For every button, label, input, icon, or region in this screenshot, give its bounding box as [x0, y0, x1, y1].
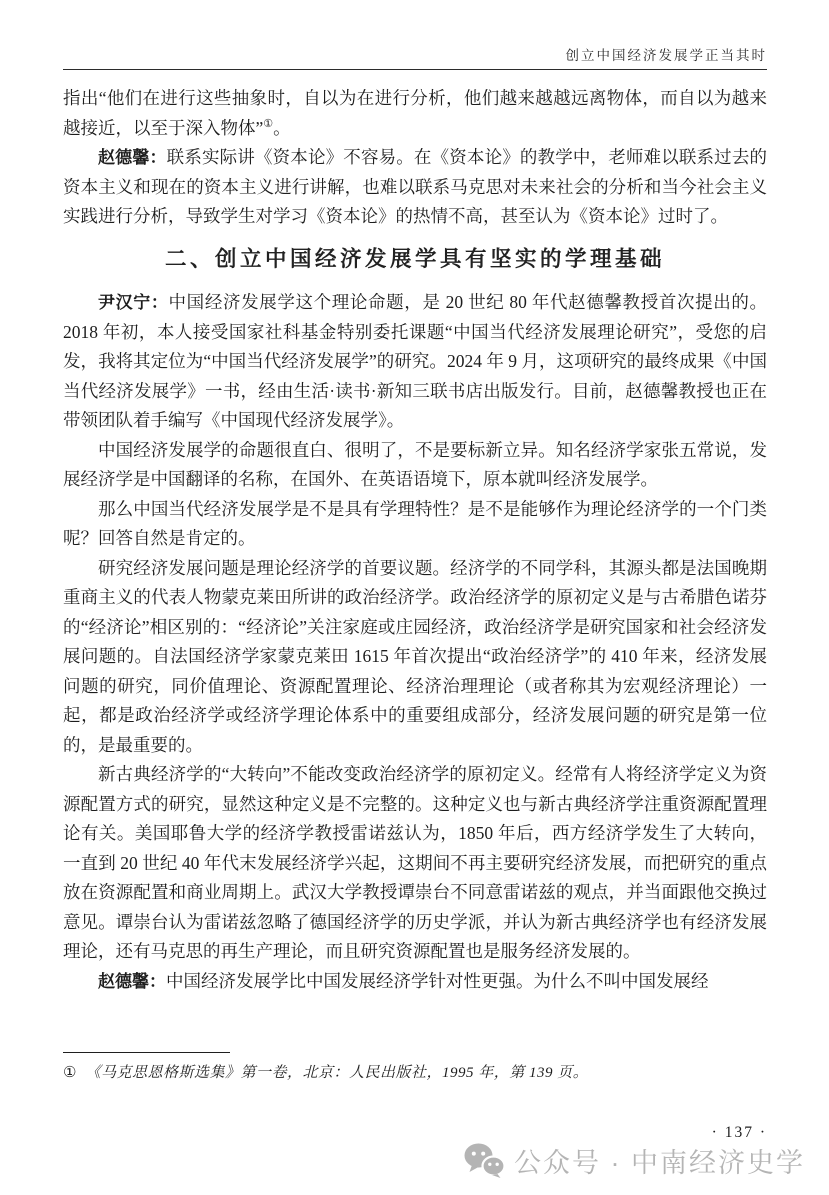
paragraph: 那么中国当代经济发展学是不是具有学理特性？是不是能够作为理论经济学的一个门类呢？回答自然是肯定的。: [63, 498, 767, 548]
footnote-text: 《马克思恩格斯选集》第一卷，北京：人民出版社，1995 年，第 139 页。: [85, 1065, 589, 1081]
paragraph-text: 指出“他们在进行这些抽象时，自以为在进行分析，他们越来越越远离物体，而自以为越来越接近，以至于深入物体”: [63, 88, 767, 138]
footnote-block: [63, 1052, 767, 1085]
paragraph-text: 中国经济发展学比中国发展经济学针对性更强。为什么不叫中国发展经: [166, 970, 709, 991]
paragraph: [63, 143, 767, 232]
footnote-marker: ①: [63, 1065, 77, 1081]
wechat-icon: [464, 1143, 505, 1178]
paragraph-text: 中国经济发展学这个理论命题，是 20 世纪 80 年代赵德馨教授首次提出的。2018 年初，本人接受国家社科基金特别委托课题“中国当代经济发展理论研究”，受您的启发，我将其定位为“中国当代经济发展学”的研究。2024 年 9 月，这项研究的最终成果《中国当代经济发展学》一书，经由生活·读书·新知三联书店出版发行。目前，赵德馨教授也正在带领团队着手编写《中国现代经济发展学》。: [63, 292, 767, 430]
page-number: · 137 ·: [711, 1124, 767, 1141]
article-body: [63, 84, 767, 996]
watermark-label: 公众号 · 中南经济史学: [514, 1148, 805, 1178]
running-title: 创立中国经济发展学正当其时: [565, 48, 767, 63]
paragraph: 中国经济发展学的命题很直白、很明了，不是要标新立异。知名经济学家张五常说，发展经济学是中国翻译的名称，在国外、在英语语境下，原本就叫经济发展学。: [63, 439, 767, 489]
watermark: [464, 1141, 805, 1180]
speaker-name: 尹汉宁：: [98, 293, 169, 312]
paragraph-text: 联系实际讲《资本论》不容易。在《资本论》的教学中，老师难以联系过去的资本主义和现在的资本主义进行讲解，也难以联系马克思对未来社会的分析和当今社会主义实践进行分析，导致学生对学习《资本论》的热情不高，甚至认为《资本论》过时了。: [63, 147, 767, 226]
speaker-name: 赵德馨：: [98, 148, 167, 167]
footnote-divider: [63, 1052, 230, 1053]
paragraph-text: 。: [273, 117, 291, 138]
paragraph-continued: [63, 84, 767, 143]
paragraph: [63, 967, 767, 997]
section-heading: 二、创立中国经济发展学具有坚实的学理基础: [164, 246, 665, 271]
header-divider: [63, 69, 767, 70]
speaker-name: 赵德馨：: [98, 971, 166, 991]
paragraph: 研究经济发展问题是理论经济学的首要议题。经济学的不同学科，其源头都是法国晚期重商主义的代表人物蒙克莱田所讲的政治经济学。政治经济学的原初定义是与古希腊色诺芬的“经济论”相区别的：“经济论”关注家庭或庄园经济，政治经济学是研究国家和社会经济发展问题的。自法国经济学家蒙克莱田 1615 年首次提出“政治经济学”的 410 年来，经济发展问题的研究，同价值理论、资源配置理论、经济治理理论（或者称其为宏观经济理论）一起，都是政治经济学或经济学理论体系中的重要组成部分，经济发展问题的研究是第一位的，是最重要的。: [63, 557, 767, 755]
paragraph: 新古典经济学的“大转向”不能改变政治经济学的原初定义。经常有人将经济学定义为资源配置方式的研究，显然这种定义是不完整的。这种定义也与新古典经济学注重资源配置理论有关。美国耶鲁大学的经济学教授雷诺兹认为，1850 年后，西方经济学发生了大转向，一直到 20 世纪 40 年代末发展经济学兴起，这期间不再主要研究经济发展，而把研究的重点放在资源配置和商业周期上。武汉大学教授谭崇台不同意雷诺兹的观点，并当面跟他交换过意见。谭崇台认为雷诺兹忽略了德国经济学的历史学派，并认为新古典经济学也有经济发展理论，还有马克思的再生产理论，而且研究资源配置也是服务经济发展的。: [63, 764, 767, 961]
footnote-line: [63, 1062, 767, 1085]
footnote-ref: ①: [263, 117, 274, 130]
paragraph: [63, 288, 767, 436]
